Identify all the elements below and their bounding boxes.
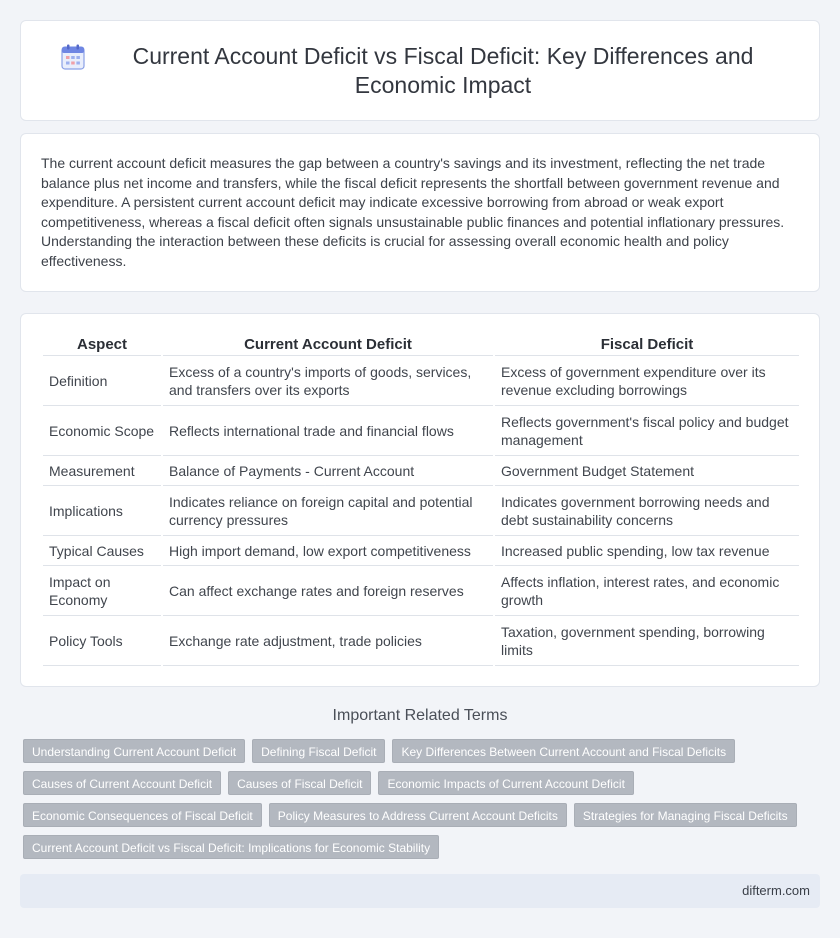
table-cell: Can affect exchange rates and foreign reserves [163, 566, 493, 616]
table-row [43, 356, 799, 406]
table-cell: Excess of government expenditure over its revenue excluding borrowings [495, 356, 799, 406]
table-cell: Taxation, government spending, borrowing limits [495, 616, 799, 666]
table-cell: Impact on Economy [43, 566, 161, 616]
table-cell: Reflects international trade and financial flows [163, 406, 493, 456]
table-cell: Exchange rate adjustment, trade policies [163, 616, 493, 666]
related-term-tag[interactable]: Economic Impacts of Current Account Deficit [378, 771, 633, 795]
table-cell: High import demand, low export competitiveness [163, 536, 493, 566]
table-cell: Typical Causes [43, 536, 161, 566]
table-row [43, 616, 799, 666]
intro-paragraph: The current account deficit measures the gap between a country's savings and its investment, reflecting the net trade balance plus net income and transfers, while the fiscal deficit represents the shortfall between government revenue and expenditure. A persistent current account deficit may indicate excessive borrowing from abroad or weak export competitiveness, whereas a fiscal deficit often signals unsustainable public finances and potential inflationary pressures. Understanding the interaction between these deficits is crucial for assessing overall economic health and policy effectiveness. [41, 155, 785, 269]
header-card [20, 20, 820, 121]
page-title: Current Account Deficit vs Fiscal Deficit: Key Differences and Economic Impact [132, 42, 754, 98]
tag-row [23, 835, 823, 859]
header [21, 21, 819, 120]
tag-row [23, 771, 823, 795]
tag-row [23, 739, 823, 763]
table-cell: Reflects government's fiscal policy and budget management [495, 406, 799, 456]
column-header-fiscal-deficit: Fiscal Deficit [495, 334, 799, 356]
table-cell: Definition [43, 356, 161, 406]
comparison-table-card [20, 313, 820, 687]
table-row [43, 406, 799, 456]
related-term-tag[interactable]: Causes of Current Account Deficit [23, 771, 221, 795]
related-term-tag[interactable]: Current Account Deficit vs Fiscal Deficit: Implications for Economic Stability [23, 835, 439, 859]
related-term-tag[interactable]: Economic Consequences of Fiscal Deficit [23, 803, 262, 827]
table-cell: Affects inflation, interest rates, and economic growth [495, 566, 799, 616]
table-row [43, 486, 799, 536]
related-terms-tags [23, 739, 823, 867]
table-cell: Government Budget Statement [495, 456, 799, 486]
related-terms-title: Important Related Terms [332, 707, 508, 724]
column-header-current-account-deficit: Current Account Deficit [163, 334, 493, 356]
table-cell: Policy Tools [43, 616, 161, 666]
calendar-icon [61, 44, 85, 70]
related-term-tag[interactable]: Policy Measures to Address Current Account Deficits [269, 803, 567, 827]
column-header-aspect: Aspect [43, 334, 161, 356]
table-cell: Indicates government borrowing needs and debt sustainability concerns [495, 486, 799, 536]
comparison-table [41, 334, 801, 666]
table-cell: Measurement [43, 456, 161, 486]
footer-site-link[interactable]: difterm.com [742, 883, 810, 898]
related-term-tag[interactable]: Key Differences Between Current Account and Fiscal Deficits [392, 739, 735, 763]
table-cell: Excess of a country's imports of goods, services, and transfers over its exports [163, 356, 493, 406]
related-term-tag[interactable]: Strategies for Managing Fiscal Deficits [574, 803, 797, 827]
table-row [43, 566, 799, 616]
table-header-row [43, 334, 799, 356]
table-cell: Balance of Payments - Current Account [163, 456, 493, 486]
table-row [43, 536, 799, 566]
table-cell: Indicates reliance on foreign capital and potential currency pressures [163, 486, 493, 536]
table-cell: Implications [43, 486, 161, 536]
footer [20, 874, 820, 908]
table-cell: Economic Scope [43, 406, 161, 456]
intro-card [20, 133, 820, 292]
table-row [43, 456, 799, 486]
tag-row [23, 803, 823, 827]
related-term-tag[interactable]: Understanding Current Account Deficit [23, 739, 245, 763]
related-term-tag[interactable]: Defining Fiscal Deficit [252, 739, 385, 763]
table-cell: Increased public spending, low tax revenue [495, 536, 799, 566]
related-term-tag[interactable]: Causes of Fiscal Deficit [228, 771, 371, 795]
